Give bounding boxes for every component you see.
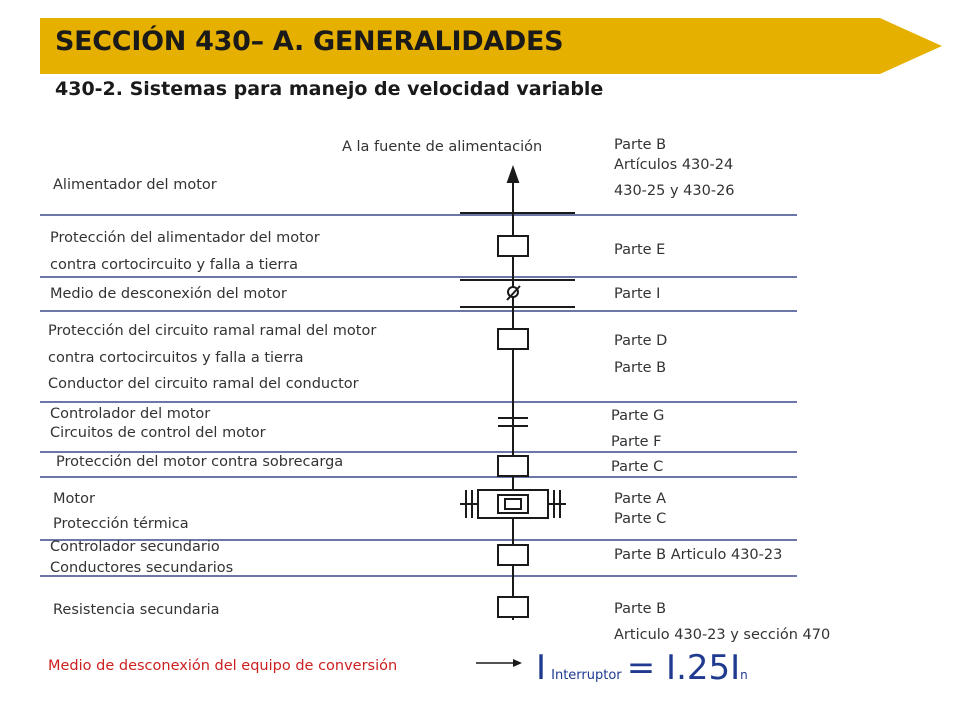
left-label: Resistencia secundaria [53, 602, 220, 618]
conversion-disconnect-note: Medio de desconexión del equipo de conversión [48, 658, 398, 674]
arrow-up-icon [508, 168, 518, 182]
left-label: Protección del alimentador del motor [50, 230, 320, 246]
formula-rhs: = I.25I [626, 648, 741, 688]
left-label: Protección del motor contra sobrecarga [56, 454, 344, 470]
secondary-resistor-box-icon [498, 597, 528, 617]
left-label: Medio de desconexión del motor [50, 286, 287, 302]
overload-box-icon [498, 456, 528, 476]
right-label: Parte B Articulo 430-23 [614, 547, 783, 563]
right-label: Parte A [614, 491, 667, 507]
right-label: Parte F [611, 434, 662, 450]
left-label: Controlador del motor [50, 406, 211, 422]
left-label: Conductores secundarios [50, 560, 234, 576]
arrow-right-icon [513, 659, 522, 667]
left-label: contra cortocircuito y falla a tierra [50, 257, 298, 273]
source-label: A la fuente de alimentación [342, 139, 543, 155]
secondary-controller-box-icon [498, 545, 528, 565]
right-label: Parte B [614, 601, 667, 617]
left-label: Alimentador del motor [53, 177, 217, 193]
left-label: contra cortocircuitos y falla a tierra [48, 350, 304, 366]
page-subtitle: 430-2. Sistemas para manejo de velocidad variable [55, 78, 604, 100]
right-label: Artículos 430-24 [614, 157, 734, 173]
formula-n-subscript: n [740, 668, 748, 682]
left-label: Motor [53, 491, 95, 507]
right-label: Parte I [614, 286, 661, 302]
right-label: Parte G [611, 408, 665, 424]
right-label: 430-25 y 430-26 [614, 183, 735, 199]
page-title: SECCIÓN 430– A. GENERALIDADES [55, 26, 564, 57]
right-label: Parte B [614, 360, 667, 376]
formula-subscript: Interruptor [551, 668, 622, 683]
left-label: Protección térmica [53, 516, 189, 532]
breaker-formula [536, 648, 748, 688]
right-label: Parte C [611, 459, 664, 475]
left-label: Controlador secundario [50, 539, 220, 555]
right-label: Parte C [614, 511, 667, 527]
left-label: Conductor del circuito ramal del conductor [48, 376, 359, 392]
left-label: Protección del circuito ramal ramal del motor [48, 323, 377, 339]
right-label: Articulo 430-23 y sección 470 [614, 627, 831, 643]
left-label: Circuitos de control del motor [50, 425, 266, 441]
protection-box-icon [498, 236, 528, 256]
protection-box-icon [498, 329, 528, 349]
right-label: Parte E [614, 242, 666, 258]
right-label: Parte B [614, 137, 667, 153]
formula-current: I [536, 648, 547, 688]
right-label: Parte D [614, 333, 668, 349]
